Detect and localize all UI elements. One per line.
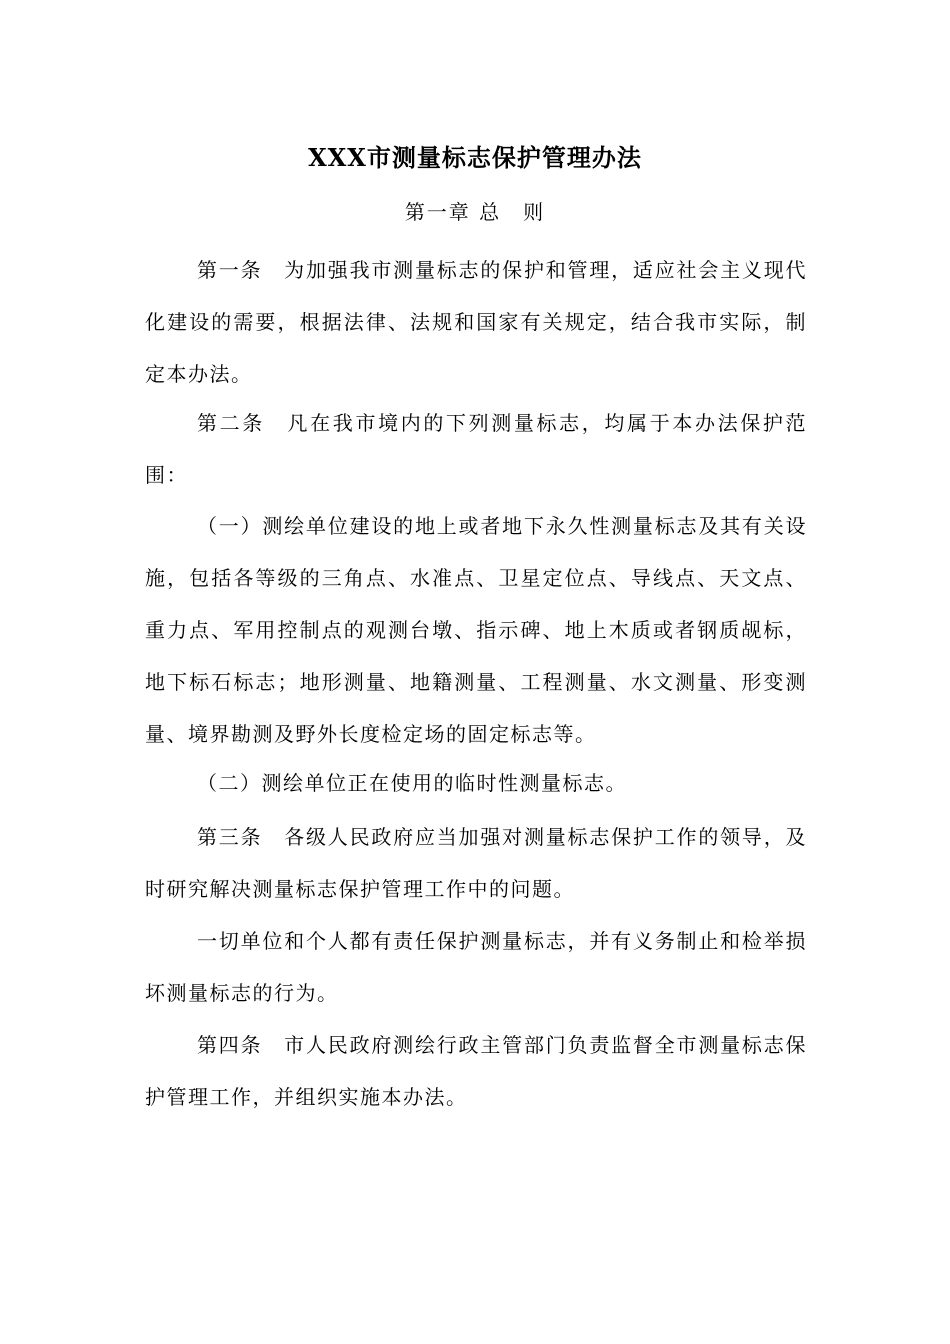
article-2-item-1-paragraph: （一）测绘单位建设的地上或者地下永久性测量标志及其有关设施，包括各等级的三角点、水准点、卫星定位点、导线点、天文点、重力点、军用控制点的观测台墩、指示碑、地上木质或者钢质觇标，地下标石标志；地形测量、地籍测量、工程测量、水文测量、形变测量、境界勘测及野外长度检定场的固定标志等。 (145, 514, 807, 746)
article-3-paragraph: 第三条 各级人民政府应当加强对测量标志保护工作的领导，及时研究解决测量标志保护管理工作中的问题。 (145, 825, 807, 901)
article-3-continuation-paragraph: 一切单位和个人都有责任保护测量标志，并有义务制止和检举损坏测量标志的行为。 (145, 929, 807, 1005)
chapter-heading: 第一章 总 则 (404, 200, 546, 224)
article-1-paragraph: 第一条 为加强我市测量标志的保护和管理，适应社会主义现代化建设的需要，根据法律、法规和国家有关规定，结合我市实际，制定本办法。 (145, 258, 807, 386)
article-4-paragraph: 第四条 市人民政府测绘行政主管部门负责监督全市测量标志保护管理工作，并组织实施本办法。 (145, 1033, 807, 1109)
document-title: XXX市测量标志保护管理办法 (308, 143, 642, 172)
article-2-paragraph: 第二条 凡在我市境内的下列测量标志，均属于本办法保护范围： (145, 411, 807, 487)
article-2-item-2-paragraph: （二）测绘单位正在使用的临时性测量标志。 (197, 771, 627, 795)
